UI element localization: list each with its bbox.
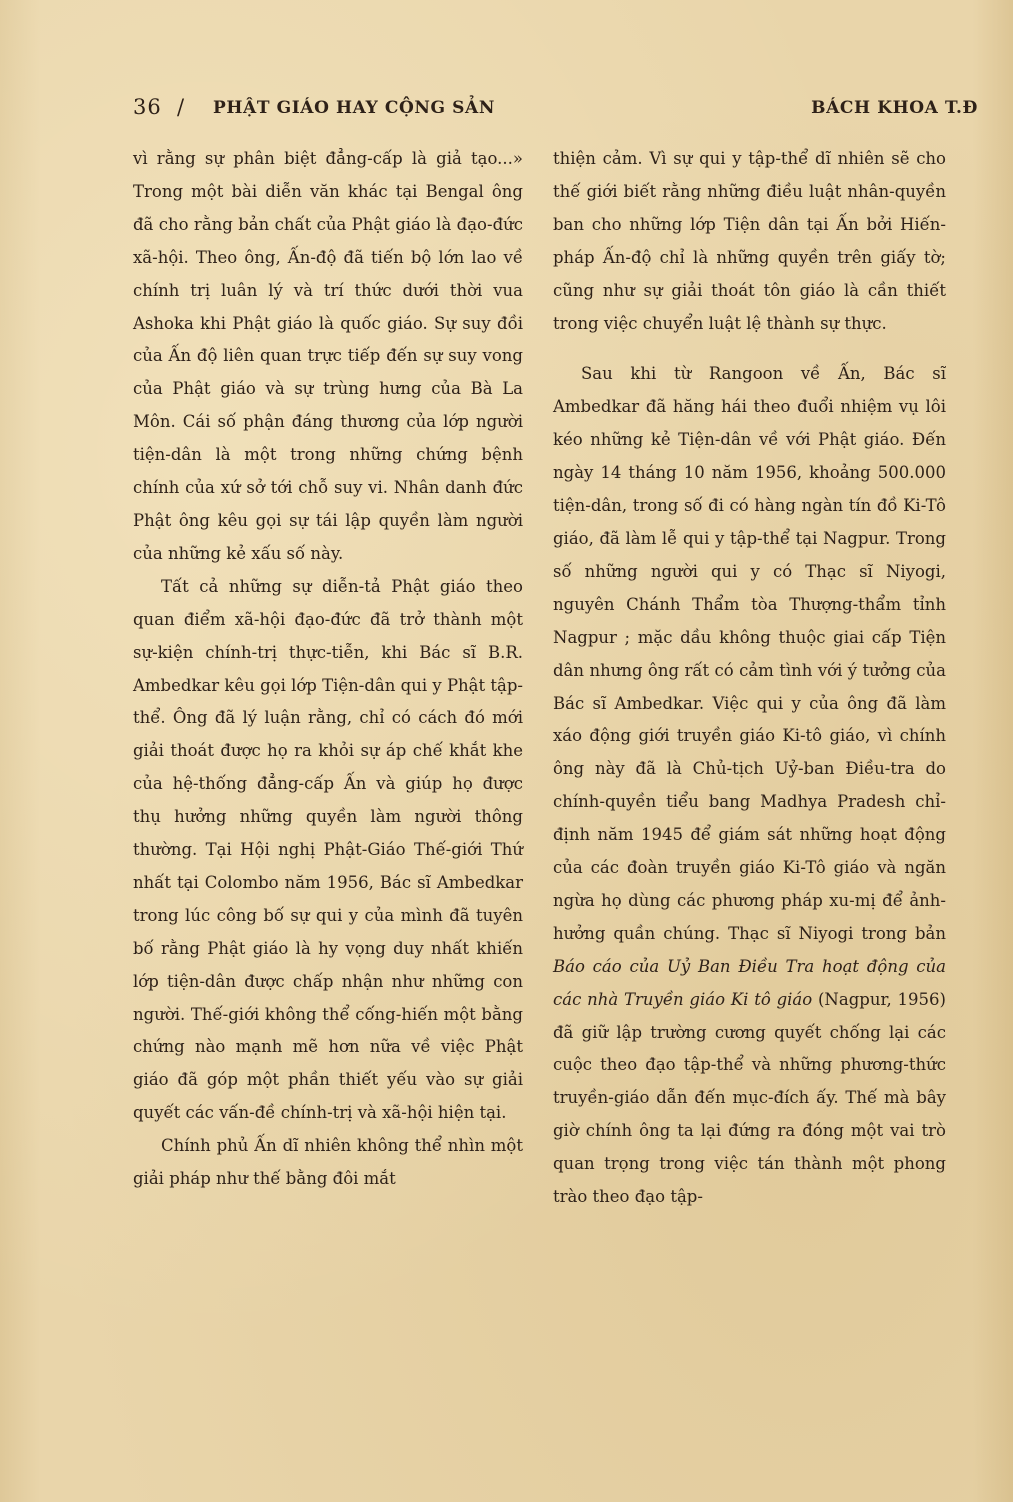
journal-name: BÁCH KHOA T.Đ [811, 98, 978, 118]
report-title: Báo cáo của Uỷ Ban Điều Tra hoạt động của các nhà Truyền giáo Ki tô giáo [553, 956, 946, 1009]
left-column [133, 143, 523, 1196]
left-paragraph-2: Tất cả những sự diễn-tả Phật giáo theo quan điểm xã-hội đạo-đức đã trở thành một sự-kiện chính-trị thực-tiễn, khi Bác sĩ B.R. Ambedkar kêu gọi lớp Tiện-dân qui y Phật tập-thể. Ông đã lý luận rằng, chỉ có cách đó mới giải thoát được họ ra khỏi sự áp chế khắt khe của hệ-thống đẳng-cấp Ấn và giúp họ được thụ hưởng những quyền làm người thông thường. Tại Hội nghị Phật-Giáo Thế-giới Thứ nhất tại Colombo năm 1956, Bác sĩ Ambedkar trong lúc công bố sự qui y của mình đã tuyên bố rằng Phật giáo là hy vọng duy nhất khiến lớp tiện-dân được chấp nhận như những con người. Thế-giới không thể cống-hiến một bằng chứng nào mạnh mẽ hơn nữa về việc Phật giáo đã góp một phần thiết yếu vào sự giải quyết các vấn-đề chính-trị và xã-hội hiện tại. [133, 576, 523, 1123]
header-separator: / [177, 95, 185, 119]
page-header [133, 95, 978, 135]
series-title: PHẬT GIÁO HAY CỘNG SẢN [213, 98, 495, 118]
right-paragraph-2-text: Sau khi từ Rangoon về Ấn, Bác sĩ Ambedkar đã hăng hái theo đuổi nhiệm vụ lôi kéo những kẻ Tiện-dân về với Phật giáo. Đến ngày 14 tháng 10 năm 1956, khoảng 500.000 tiện-dân, trong số đi có hàng ngàn tín đồ Ki-Tô giáo, đã làm lễ qui y tập-thể tại Nagpur. Trong số những người qui y có Thạc sĩ Niyogi, nguyên Chánh Thẩm tòa Thượng-thẩm tỉnh Nagpur ; mặc dầu không thuộc giai cấp Tiện dân nhưng ông rất có cảm tình với ý tưởng của Bác sĩ Ambedkar. Việc qui y của ông đã làm xáo động giới truyền giáo Ki-tô giáo, vì chính ông này đã là Chủ-tịch Uỷ-ban Điều-tra do chính-quyền tiểu bang Madhya Pradesh chỉ-định năm 1945 để giám sát những hoạt động của các đoàn truyền giáo Ki-Tô giáo và ngăn ngừa họ dùng các phương pháp xu-mị để ảnh-hưởng quần chúng. Thạc sĩ Niyogi trong bản [553, 364, 946, 943]
right-paragraph-2 [553, 358, 946, 1214]
page-number: 36 [133, 95, 162, 119]
right-paragraph-1: thiện cảm. Vì sự qui y tập-thể dĩ nhiên sẽ cho thế giới biết rằng những điều luật nhân-quyền ban cho những lớp Tiện dân tại Ấn bởi Hiến-pháp Ấn-độ chỉ là những quyền trên giấy tờ; cũng như sự giải thoát tôn giáo là cần thiết trong việc chuyển luật lệ thành sự thực. [553, 149, 946, 333]
left-paragraph-1: vì rằng sự phân biệt đẳng-cấp là giả tạo...» Trong một bài diễn văn khác tại Bengal ông đã cho rằng bản chất của Phật giáo là đạo-đức xã-hội. Theo ông, Ấn-độ đã tiến bộ lớn lao về chính trị luân lý và trí thức dưới thời vua Ashoka khi Phật giáo là quốc giáo. Sự suy đồi của Ấn độ liên quan trực tiếp đến sự suy vong của Phật giáo và sự trùng hưng của Bà La Môn. Cái số phận đáng thương của lớp người tiện-dân là một trong những chứng bệnh chính của xứ sở tới chỗ suy vi. Nhân danh đức Phật ông kêu gọi sự tái lập quyền làm người của những kẻ xấu số này. [133, 149, 523, 563]
right-paragraph-2-continued: (Nagpur, 1956) đã giữ lập trường cương quyết chống lại các cuộc theo đạo tập-thể và những phương-thức truyền-giáo dẫn đến mục-đích ấy. Thế mà bây giờ chính ông ta lại đứng ra đóng một vai trò quan trọng trong việc tán thành một phong trào theo đạo tập- [553, 989, 946, 1207]
left-paragraph-3: Chính phủ Ấn dĩ nhiên không thể nhìn một giải pháp như thế bằng đôi mắt [133, 1136, 523, 1189]
right-column [553, 143, 946, 1214]
